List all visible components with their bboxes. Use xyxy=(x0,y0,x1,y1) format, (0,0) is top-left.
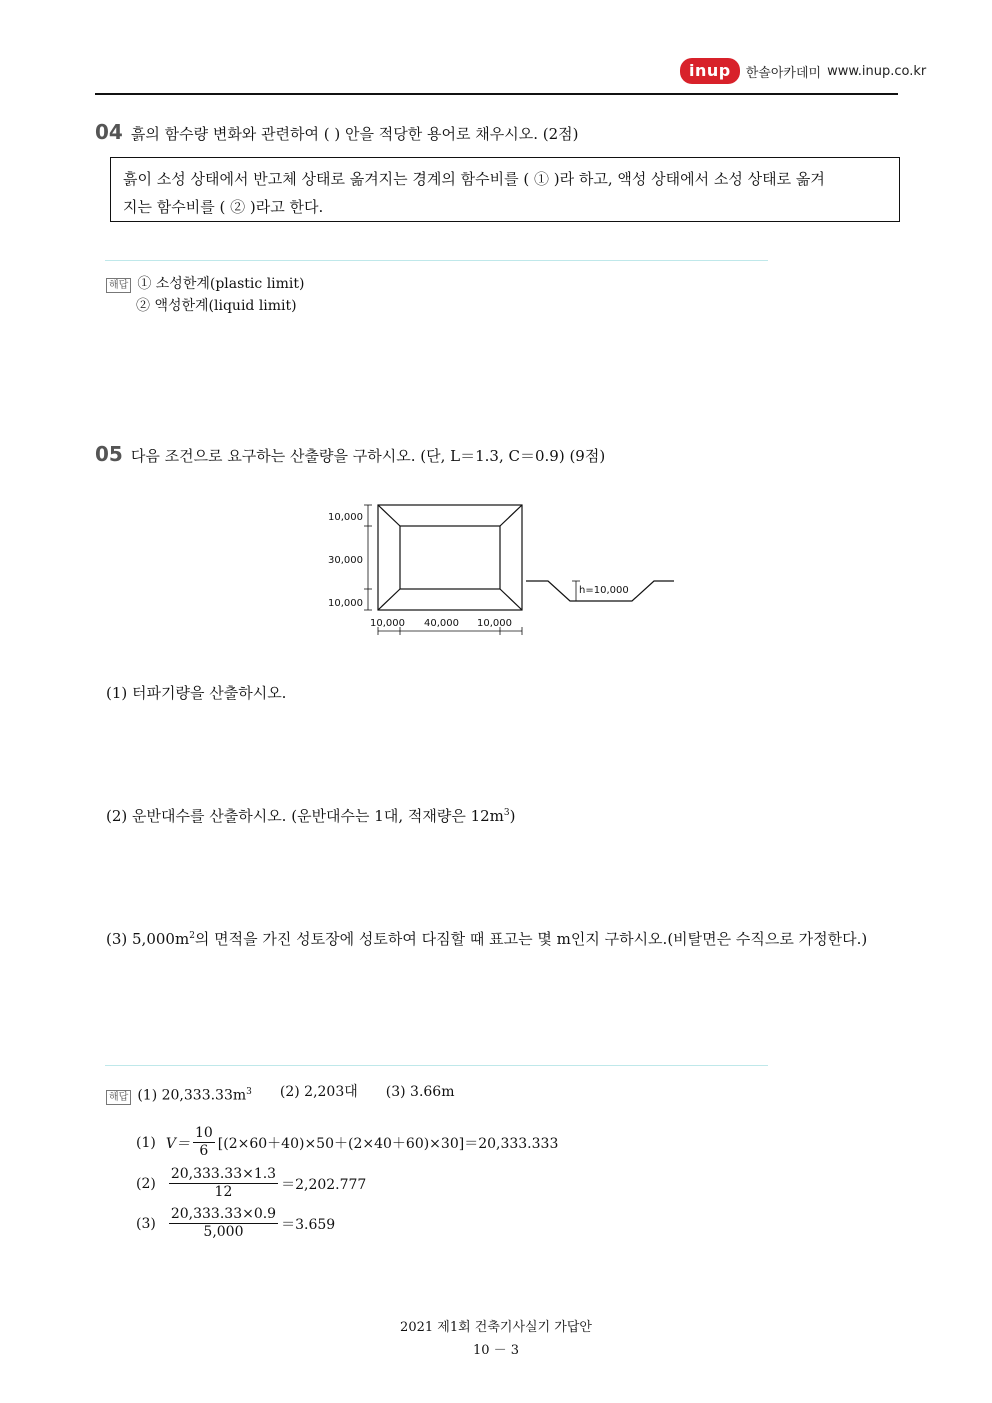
subquestion-2-text: (2) 운반대수를 산출하시오. (운반대수는 1대, 적재량은 12m xyxy=(106,807,504,825)
subquestion-1: (1) 터파기량을 산출하시오. xyxy=(106,684,287,702)
superscript: 2 xyxy=(189,931,195,941)
answer-divider xyxy=(105,260,768,261)
answer-line-2: ② 액성한계(liquid limit) xyxy=(136,298,297,314)
subquestion-3-pre: (3) 5,000m xyxy=(106,930,190,948)
dim-mid: 30,000 xyxy=(328,555,363,566)
inup-logo: inup xyxy=(680,58,740,84)
fraction xyxy=(169,1206,278,1241)
question-box xyxy=(110,157,900,222)
answer-divider xyxy=(105,1065,768,1066)
answer-tag: 해답 xyxy=(106,278,131,293)
question-text: 다음 조건으로 요구하는 산출량을 구하시오. (단, L＝1.3, C＝0.9) (9점) xyxy=(130,447,606,465)
answer-04 xyxy=(106,273,305,317)
fraction xyxy=(169,1166,278,1201)
dim-bot: 10,000 xyxy=(328,598,363,609)
question-text: 흙의 함수량 변화와 관련하여 ( ) 안을 적당한 용어로 채우시오. (2점) xyxy=(130,125,579,143)
box-line-1: 흙이 소성 상태에서 반고체 상태로 옮겨지는 경계의 함수비를 ( ① )라 하고, 액성 상태에서 소성 상태로 옮겨 xyxy=(123,170,825,188)
calc-label: (1) xyxy=(136,1134,156,1151)
question-04 xyxy=(95,120,579,144)
footer-title: 2021 제1회 건축기사실기 가답안 xyxy=(400,1320,592,1335)
calc-3 xyxy=(136,1206,335,1241)
answer-line-1: ① 소성한계(plastic limit) xyxy=(137,276,305,292)
question-number: 04 xyxy=(95,120,123,144)
calc-label: (2) xyxy=(136,1175,156,1192)
excavation-figure xyxy=(320,495,690,645)
fraction-denominator: 5,000 xyxy=(203,1224,244,1240)
answer-tag: 해답 xyxy=(106,1090,131,1105)
subquestion-3 xyxy=(106,928,867,949)
subquestion-2 xyxy=(106,805,516,826)
page-number: 10 － 3 xyxy=(472,1343,520,1358)
dim-center: 40,000 xyxy=(424,618,459,629)
header-brand xyxy=(680,58,926,84)
dim-top: 10,000 xyxy=(328,512,363,523)
fraction xyxy=(193,1125,215,1160)
answer-2: (2) 2,203대 xyxy=(279,1084,358,1100)
dim-right: 10,000 xyxy=(477,618,512,629)
brand-name: 한솔아카데미 xyxy=(745,65,822,81)
calc-rhs: ＝3.659 xyxy=(281,1216,336,1233)
calc-rhs: [(2×60＋40)×50＋(2×40＋60)×30]＝20,333.333 xyxy=(217,1135,559,1152)
fraction-denominator: 6 xyxy=(199,1143,209,1159)
subquestion-2-end: ) xyxy=(509,807,516,825)
answer-3: (3) 3.66m xyxy=(385,1084,455,1100)
superscript: 3 xyxy=(246,1087,252,1097)
dim-left: 10,000 xyxy=(370,618,405,629)
box-line-2: 지는 함수비를 ( ② )라고 한다. xyxy=(123,198,324,216)
plan-inner-rect xyxy=(400,526,500,589)
question-number: 05 xyxy=(95,442,123,466)
calc-rhs: ＝2,202.777 xyxy=(281,1176,367,1193)
fraction-numerator: 10 xyxy=(194,1125,213,1141)
subquestion-3-text: 의 면적을 가진 성토장에 성토하여 다짐할 때 표고는 몇 m인지 구하시오.(비탈면은 수직으로 가정한다.) xyxy=(194,930,868,948)
answer-05-summary xyxy=(106,1081,455,1107)
calc-2 xyxy=(136,1166,366,1201)
section-label: h=10,000 xyxy=(579,585,629,596)
answer-1: (1) 20,333.33m xyxy=(137,1087,247,1104)
calc-label: (3) xyxy=(136,1215,156,1232)
brand-url[interactable]: www.inup.co.kr xyxy=(827,63,927,79)
calc-1 xyxy=(136,1125,558,1160)
fraction-numerator: 20,333.33×1.3 xyxy=(170,1166,277,1182)
question-05 xyxy=(95,442,605,466)
superscript: 3 xyxy=(503,808,510,818)
header-rule xyxy=(95,93,898,95)
fraction-denominator: 12 xyxy=(214,1184,233,1200)
calc-lhs: V＝ xyxy=(165,1135,190,1152)
fraction-numerator: 20,333.33×0.9 xyxy=(170,1206,277,1222)
